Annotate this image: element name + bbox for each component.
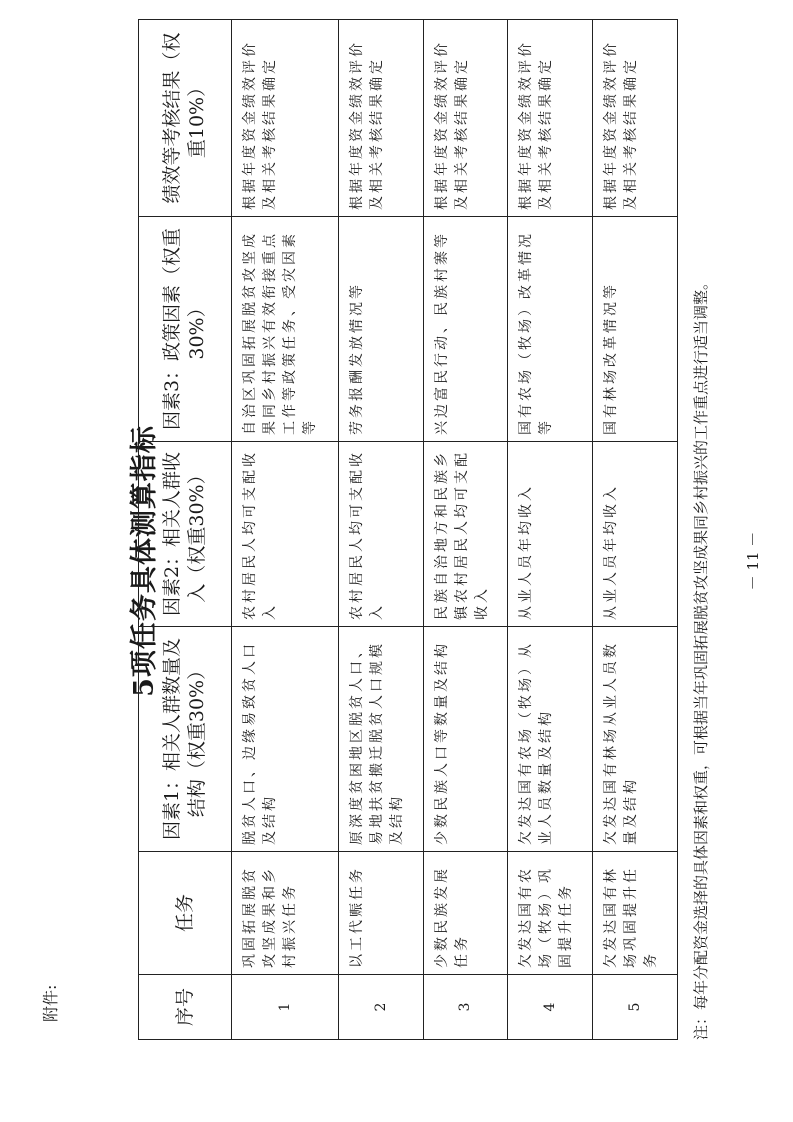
header-factor2: 因素2：相关人群收入（权重30%）	[139, 442, 232, 627]
footnote: 注：每年分配资金选择的具体因素和权重，可根据当年巩固拓展脱贫攻坚成果同乡村振兴的工作重点进行适当调整。	[692, 274, 710, 1040]
header-performance: 绩效等考核结果（权重10%）	[139, 20, 232, 217]
cell-factor2: 从业人员年均收入	[593, 442, 678, 627]
indicator-table	[138, 19, 678, 1040]
cell-no: 5	[593, 975, 678, 1040]
page-number: － 11 －	[744, 531, 762, 591]
cell-no: 3	[423, 975, 508, 1040]
cell-factor3: 劳务报酬发放情况等	[338, 217, 423, 442]
table-row	[338, 20, 423, 1040]
table-header-row	[139, 20, 232, 1040]
cell-factor2: 民族自治地方和民族乡镇农村居民人均可支配收入	[423, 442, 508, 627]
cell-performance: 根据年度资金绩效评价及相关考核结果确定	[338, 20, 423, 217]
cell-factor3: 国有林场改革情况等	[593, 217, 678, 442]
cell-no: 1	[232, 975, 339, 1040]
table-row	[232, 20, 339, 1040]
cell-factor3: 自治区巩固拓展脱贫攻坚成果同乡村振兴有效衔接重点工作等政策任务、受灾因素等	[232, 217, 339, 442]
table-row	[593, 20, 678, 1040]
cell-factor2: 农村居民人均可支配收入	[232, 442, 339, 627]
cell-performance: 根据年度资金绩效评价及相关考核结果确定	[593, 20, 678, 217]
header-no: 序号	[139, 975, 232, 1040]
header-factor1: 因素1：相关人群数量及结构（权重30%）	[139, 627, 232, 852]
cell-factor1: 欠发达国有农场（牧场）从业人员数量及结构	[508, 627, 593, 852]
cell-factor1: 欠发达国有林场从业人员数量及结构	[593, 627, 678, 852]
page-title: 5项任务具体测算指标	[129, 425, 160, 697]
cell-factor1: 少数民族人口等数量及结构	[423, 627, 508, 852]
cell-performance: 根据年度资金绩效评价及相关考核结果确定	[232, 20, 339, 217]
table-row	[423, 20, 508, 1040]
cell-task: 少数民族发展任务	[423, 852, 508, 975]
cell-factor1: 脱贫人口、边缘易致贫人口及结构	[232, 627, 339, 852]
cell-no: 2	[338, 975, 423, 1040]
header-factor3: 因素3：政策因素（权重30%）	[139, 217, 232, 442]
cell-factor2: 农村居民人均可支配收入	[338, 442, 423, 627]
cell-no: 4	[508, 975, 593, 1040]
cell-performance: 根据年度资金绩效评价及相关考核结果确定	[423, 20, 508, 217]
cell-task: 巩固拓展脱贫攻坚成果和乡村振兴任务	[232, 852, 339, 975]
cell-task: 欠发达国有农场（牧场）巩固提升任务	[508, 852, 593, 975]
cell-factor2: 从业人员年均收入	[508, 442, 593, 627]
table-row	[508, 20, 593, 1040]
cell-factor3: 兴边富民行动、民族村寨等	[423, 217, 508, 442]
header-task: 任务	[139, 852, 232, 975]
cell-performance: 根据年度资金绩效评价及相关考核结果确定	[508, 20, 593, 217]
cell-task: 欠发达国有林场巩固提升任务	[593, 852, 678, 975]
attachment-label: 附件:	[41, 984, 60, 1022]
cell-factor1: 原深度贫困地区脱贫人口、易地扶贫搬迁脱贫人口规模及结构	[338, 627, 423, 852]
cell-factor3: 国有农场（牧场）改革情况等	[508, 217, 593, 442]
cell-task: 以工代赈任务	[338, 852, 423, 975]
